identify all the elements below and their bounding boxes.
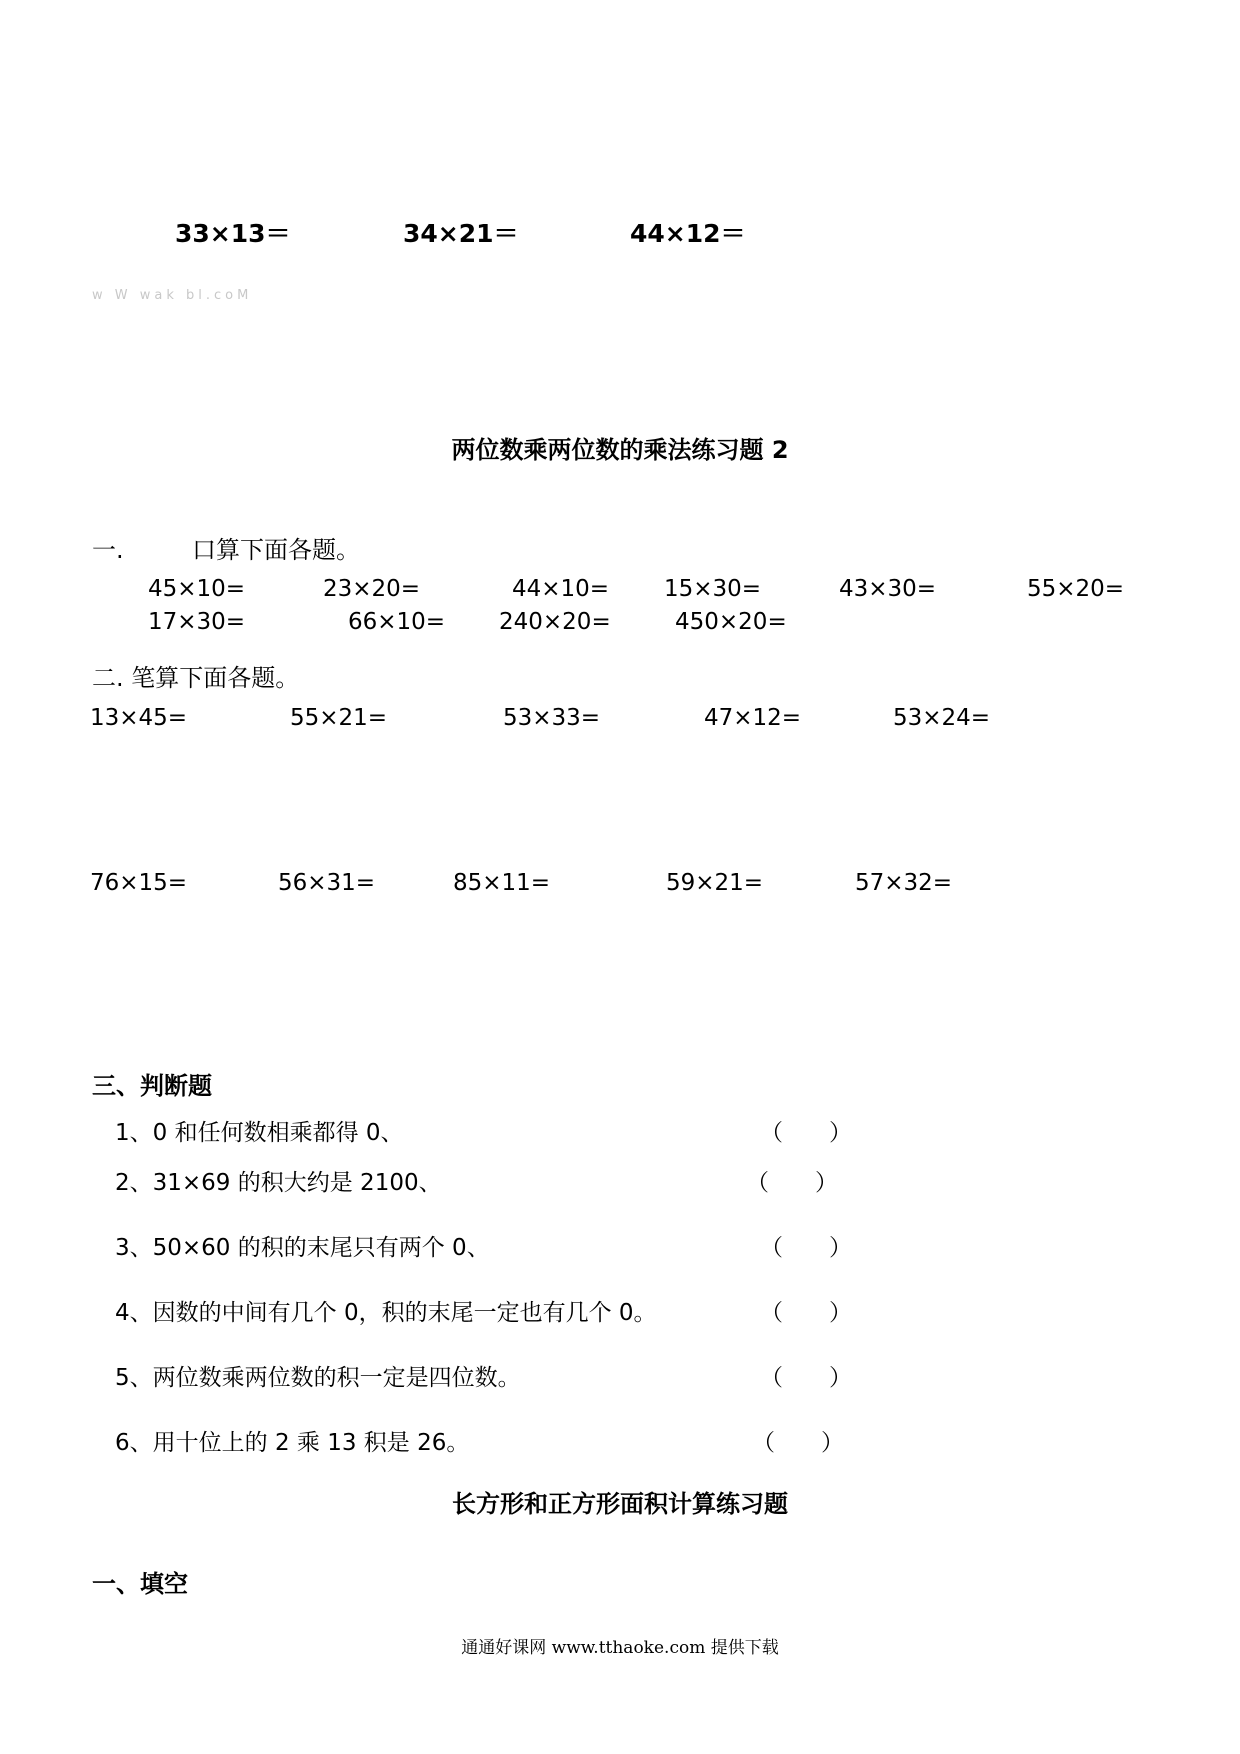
page-footer: 通通好课网 www.tthaoke.com 提供下载 <box>461 1638 779 1658</box>
section-1-number: 一. <box>92 536 124 564</box>
oral-equation: 55×20= <box>1027 576 1125 602</box>
written-equation: 13×45= <box>90 705 188 731</box>
oral-equation: 66×10= <box>348 609 446 635</box>
judgement-item: 5、两位数乘两位数的积一定是四位数。 <box>115 1365 521 1391</box>
section-3-heading: 三、判断题 <box>92 1072 212 1100</box>
judgement-item: 2、31×69 的积大约是 2100、 <box>115 1170 442 1196</box>
answer-parentheses[interactable]: （ ） <box>760 1120 852 1146</box>
judgement-item: 6、用十位上的 2 乘 13 积是 26。 <box>115 1430 470 1456</box>
oral-equation: 45×10= <box>148 576 246 602</box>
watermark-text: w W wak bl.coM <box>92 288 253 303</box>
judgement-item: 3、50×60 的积的末尾只有两个 0、 <box>115 1235 490 1261</box>
section-2-heading: 二. 笔算下面各题。 <box>92 664 300 692</box>
written-equation: 57×32= <box>855 870 953 896</box>
written-equation: 47×12= <box>704 705 802 731</box>
top-equation-3: 44×12＝ <box>630 219 746 248</box>
written-equation: 85×11= <box>453 870 551 896</box>
answer-parentheses[interactable]: （ ） <box>752 1430 844 1456</box>
page-title-2: 长方形和正方形面积计算练习题 <box>452 1490 788 1518</box>
top-equation-2: 34×21＝ <box>403 219 519 248</box>
judgement-item: 4、因数的中间有几个 0，积的末尾一定也有几个 0。 <box>115 1300 657 1326</box>
answer-parentheses[interactable]: （ ） <box>760 1300 852 1326</box>
written-equation: 59×21= <box>666 870 764 896</box>
judgement-item: 1、0 和任何数相乘都得 0、 <box>115 1120 404 1146</box>
oral-equation: 44×10= <box>512 576 610 602</box>
page-title-1: 两位数乘两位数的乘法练习题 2 <box>451 436 789 464</box>
answer-parentheses[interactable]: （ ） <box>760 1365 852 1391</box>
section-4-heading: 一、填空 <box>92 1570 188 1598</box>
oral-equation: 15×30= <box>664 576 762 602</box>
oral-equation: 23×20= <box>323 576 421 602</box>
oral-equation: 17×30= <box>148 609 246 635</box>
oral-equation: 240×20= <box>499 609 611 635</box>
top-equation-1: 33×13＝ <box>175 219 291 248</box>
written-equation: 53×24= <box>893 705 991 731</box>
section-1-heading: 口算下面各题。 <box>192 536 360 564</box>
written-equation: 76×15= <box>90 870 188 896</box>
oral-equation: 450×20= <box>675 609 787 635</box>
oral-equation: 43×30= <box>839 576 937 602</box>
written-equation: 55×21= <box>290 705 388 731</box>
written-equation: 56×31= <box>278 870 376 896</box>
written-equation: 53×33= <box>503 705 601 731</box>
answer-parentheses[interactable]: （ ） <box>760 1235 852 1261</box>
answer-parentheses[interactable]: （ ） <box>746 1170 838 1196</box>
